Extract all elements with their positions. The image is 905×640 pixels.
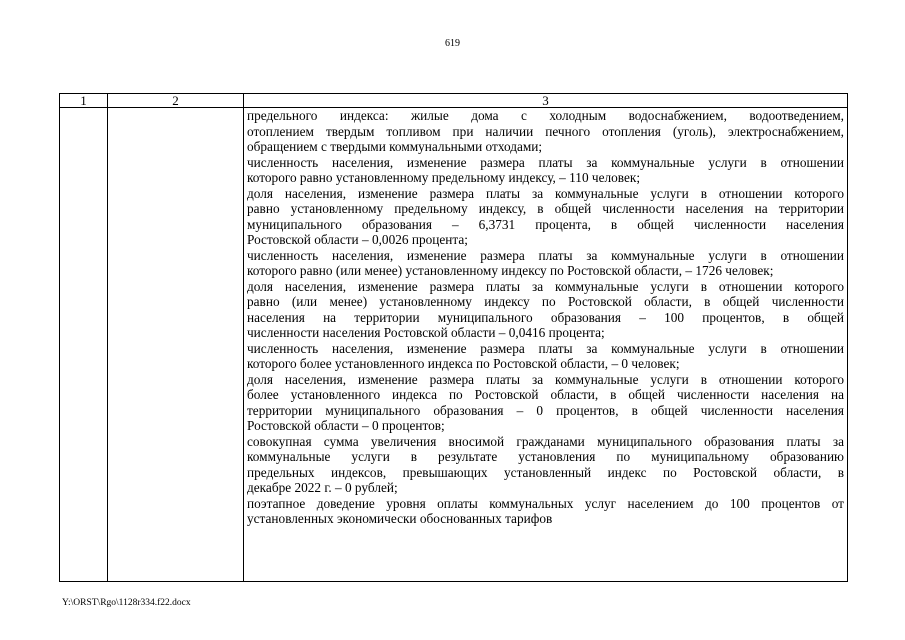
text-line: численность населения, изменение размера платы за коммунальные услуги в отношении (247, 154, 844, 170)
text-line: декабре 2022 г. – 0 рублей; (247, 480, 398, 495)
text-line: более установленного индекса по Ростовской области, в общей численности населения на (247, 387, 844, 402)
text-line: доля населения, изменение размера платы за коммунальные услуги в отношении которого (247, 278, 844, 294)
text-line: численность населения, изменение размера платы за коммунальные услуги в отношении (247, 247, 844, 263)
text-line: доля населения, изменение размера платы за коммунальные услуги в отношении которого (247, 185, 844, 201)
text-line: населения на территории муниципального образования – 100 процентов, в общей (247, 309, 844, 325)
cell-column-2 (108, 108, 244, 582)
document-table (59, 93, 848, 582)
text-line: муниципального образования – 6,3731 процента, в общей численности населения (247, 216, 844, 232)
text-line: поэтапное доведение уровня оплаты коммунальных услуг населением до 100 процентов от (247, 495, 844, 511)
text-line: установленных экономически обоснованных тарифов (247, 511, 553, 526)
text-line: предельного индекса: жилые дома с холодным водоснабжением, водоотведением, (247, 108, 844, 123)
column-header-3: 3 (244, 94, 848, 108)
column-header-2: 2 (108, 94, 244, 108)
table-header-row (60, 94, 848, 108)
column-header-1: 1 (60, 94, 108, 108)
text-line: обращением с твердыми коммунальными отходами; (247, 139, 543, 154)
text-line: территории муниципального образования – 0 процентов, в общей численности населения (247, 402, 844, 418)
text-line: которого равно (или менее) установленному индексу по Ростовской области, – 1726 человек; (247, 263, 774, 278)
text-line: совокупная сумма увеличения вносимой гражданами муниципального образования платы за (247, 433, 844, 449)
text-line: равно (или менее) установленному индексу по Ростовской области, в общей численности (247, 294, 844, 309)
cell-column-3 (244, 108, 848, 582)
text-line: которого более установленного индекса по Ростовской области, – 0 человек; (247, 356, 680, 371)
document-file-path: Y:\ORST\Rgo\1128r334.f22.docx (62, 598, 191, 608)
text-line: Ростовской области – 0,0026 процента; (247, 232, 468, 247)
text-line: Ростовской области – 0 процентов; (247, 418, 445, 433)
text-line: равно установленному предельному индексу, в общей численности населения на территории (247, 201, 844, 216)
text-line: численности населения Ростовской области – 0,0416 процента; (247, 325, 605, 340)
text-line: доля населения, изменение размера платы за коммунальные услуги в отношении которого (247, 371, 844, 387)
cell-column-1 (60, 108, 108, 582)
text-line: численность населения, изменение размера платы за коммунальные услуги в отношении (247, 340, 844, 356)
text-line: предельных индексов, превышающих установленный индекс по Ростовской области, в (247, 464, 844, 480)
table-row (60, 108, 848, 582)
text-line: коммунальные услуги в результате установления по муниципальному образованию (247, 449, 844, 464)
page-number: 619 (445, 38, 460, 49)
text-line: которого равно установленному предельному индексу, – 110 человек; (247, 170, 641, 185)
text-line: отоплением твердым топливом при наличии печного отопления (уголь), электроснабжением, (247, 123, 844, 139)
